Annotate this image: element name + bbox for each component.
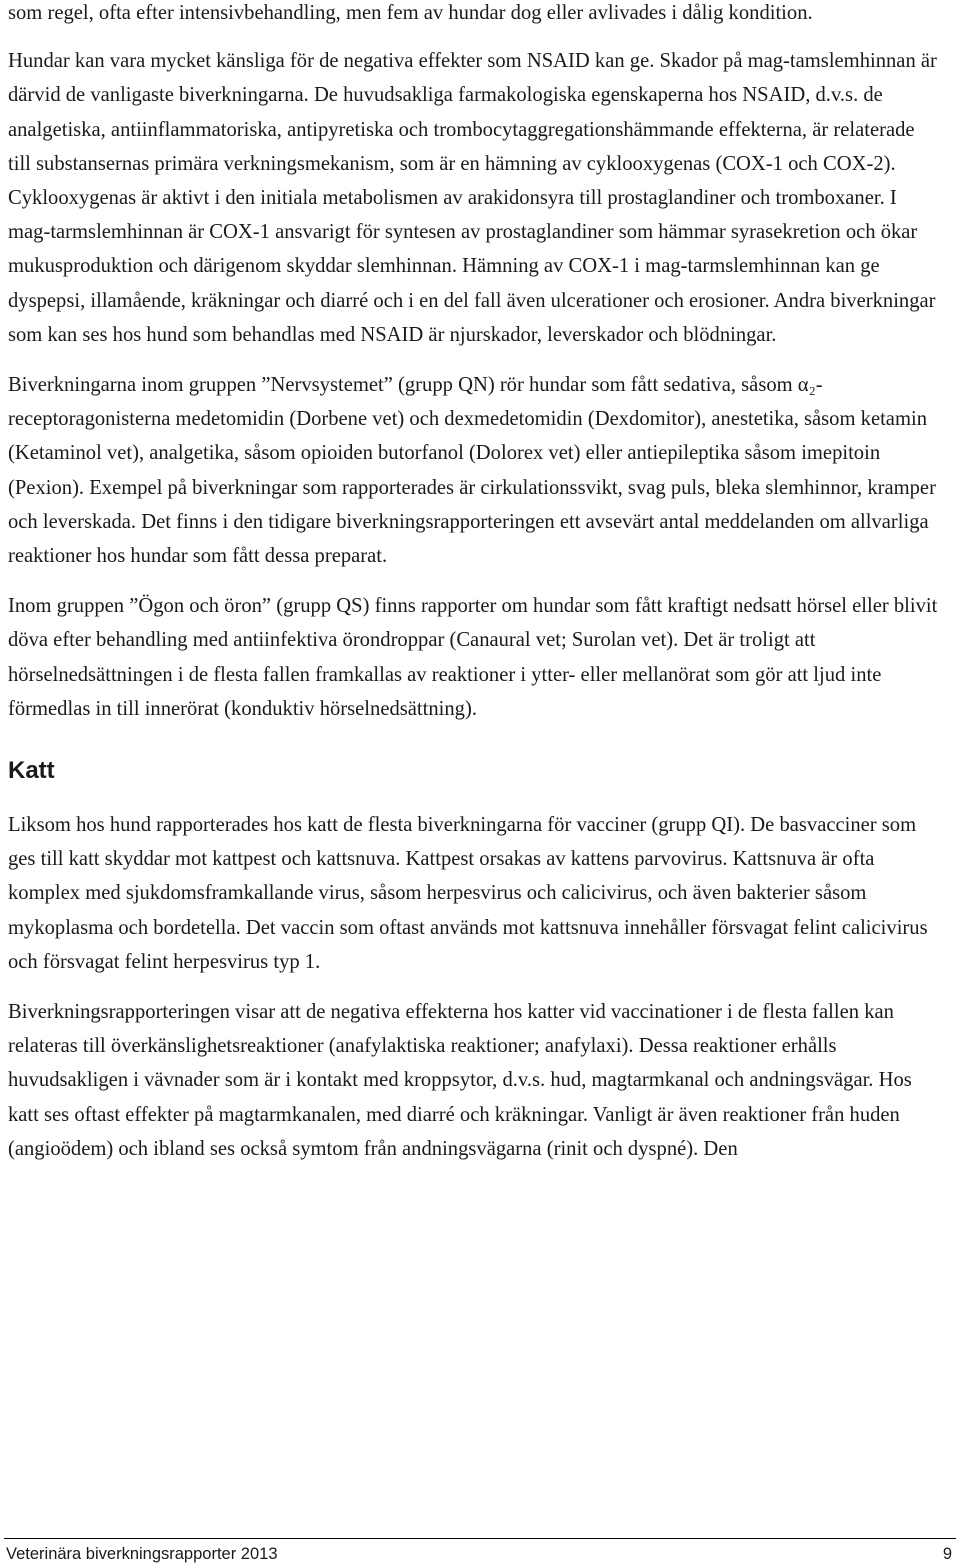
- footer-divider: [4, 1538, 956, 1539]
- document-body: [8, 0, 938, 1182]
- paragraph-continuation: som regel, ofta efter intensivbehandling, men fem av hundar dog eller avlivades i dålig kondition.: [8, 2, 813, 24]
- section-heading-katt: Katt: [8, 757, 55, 785]
- paragraph-ogon-och-oron: Inom gruppen ”Ögon och öron” (grupp QS) finns rapporter om hundar som fått kraftigt nedsatt hörsel eller blivit döva efter behandling med antiinfektiva örondroppar (Canaural vet; Surolan vet). Det är troligt att hörselnedsättningen i de flesta fallen framkallas av reaktioner i ytter- eller mellanörat som gör att ljud inte förmedlas in till innerörat (konduktiv hörselnedsättning).: [8, 595, 938, 720]
- paragraph-nsaid: Hundar kan vara mycket känsliga för de negativa effekter som NSAID kan ge. Skador på mag-tamslemhinnan är därvid de vanligaste biverkningarna. De huvudsakliga farmakologiska egenskaperna hos NSAID, d.v.s. de analgetiska, antiinflammatoriska, antipyretiska och trombocytaggregationshämmande effekterna, är relaterade till substansernas primära verkningsmekanism, som är en hämning av cyklooxygenas (COX-1 och COX-2). Cyklooxygenas är aktivt i den initiala metabolismen av arakidonsyra till prostaglandiner och tromboxaner. I mag-tarmslemhinnan är COX-1 ansvarigt för syntesen av prostaglandiner som hämmar syrasekretion och ökar mukusproduktion och därigenom skyddar slemhinnan. Hämning av COX-1 i mag-tarmslemhinnan kan ge dyspepsi, illamående, kräkningar och diarré och i en del fall även ulcerationer och erosioner. Andra biverkningar som kan ses hos hund som behandlas med NSAID är njurskador, leverskador och blödningar.: [8, 50, 937, 346]
- page-footer: [6, 1544, 952, 1564]
- paragraph-nervsystemet: Biverkningarna inom gruppen ”Nervsystemet” (grupp QN) rör hundar som fått sedativa, såsom α₂-receptoragonisterna medetomidin (Dorbene vet) och dexmedetomidin (Dexdomitor), anestetika, såsom ketamin (Ketaminol vet), analgetika, såsom opioiden butorfanol (Dolorex vet) eller antiepileptika såsom imepitoin (Pexion). Exempel på biverkningar som rapporterades är cirkulationssvikt, svag puls, bleka slemhinnor, kramper och leverskada. Det finns i den tidigare biverkningsrapporteringen ett avsevärt antal meddelanden om allvarliga reaktioner hos hundar som fått dessa preparat.: [8, 374, 936, 568]
- footer-title: Veterinära biverkningsrapporter 2013: [6, 1545, 278, 1563]
- paragraph-katt-vacciner: Liksom hos hund rapporterades hos katt de flesta biverkningarna för vacciner (grupp QI). De basvacciner som ges till katt skyddar mot kattpest och kattsnuva. Kattpest orsakas av kattens parvovirus. Kattsnuva är ofta komplex med sjukdomsframkallande virus, såsom herpesvirus och calicivirus, och även bakterier såsom mykoplasma och bordetella. Det vaccin som oftast används mot kattsnuva innehåller försvagat felint calicivirus och försvagat felint herpesvirus typ 1.: [8, 814, 928, 973]
- paragraph-katt-overkanslighet: Biverkningsrapporteringen visar att de negativa effekterna hos katter vid vaccinationer i de flesta fallen kan relateras till överkänslighetsreaktioner (anafylaktiska reaktioner; anafylaxi). Dessa reaktioner erhålls huvudsakligen i vävnader som är i kontakt med kroppsytor, d.v.s. hud, magtarmkanal och andningsvägar. Hos katt ses oftast effekter på magtarmkanalen, med diarré och kräkningar. Vanligt är även reaktioner från huden (angioödem) och ibland ses också symtom från andningsvägarna (rinit och dyspné). Den: [8, 1001, 912, 1160]
- page-number: 9: [942, 1545, 952, 1563]
